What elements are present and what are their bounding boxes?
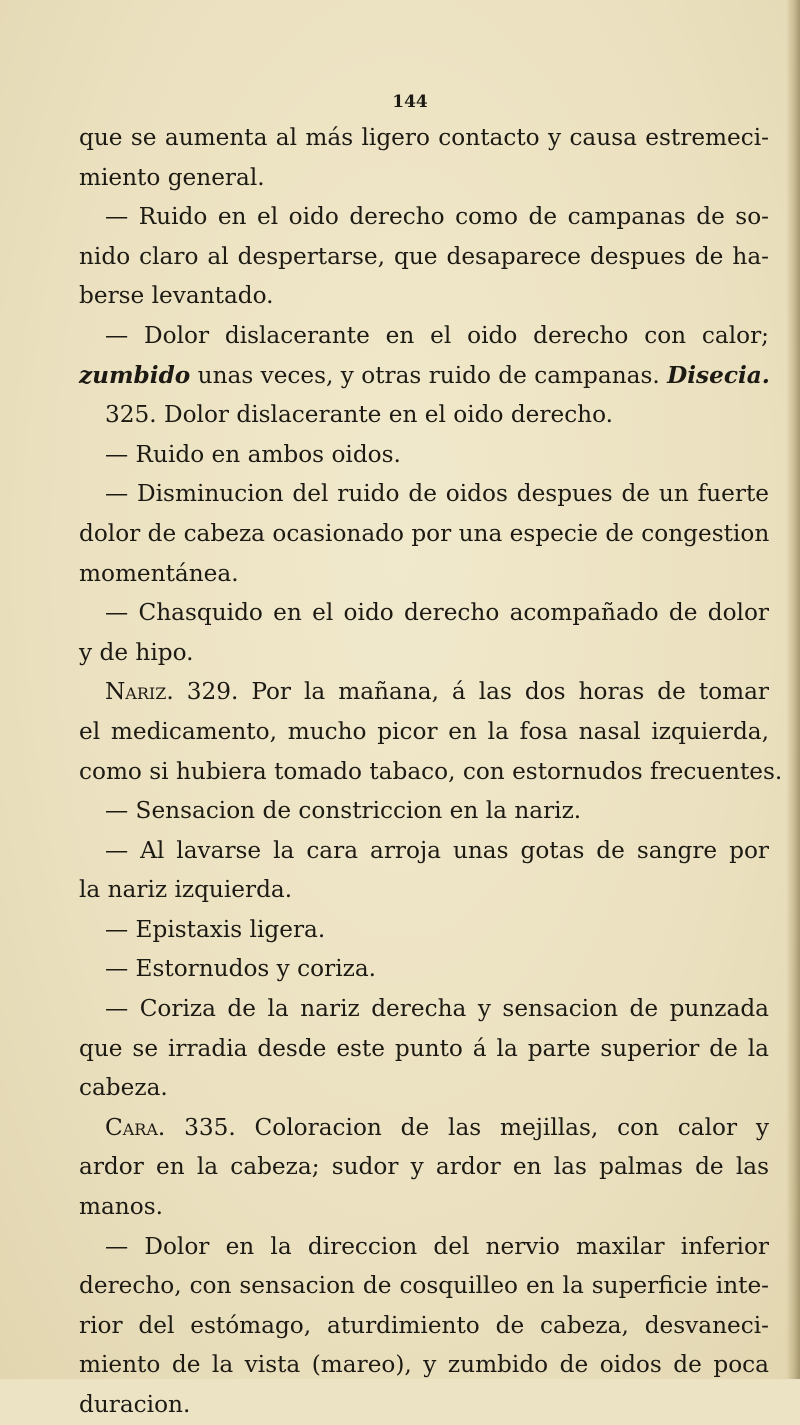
page-number: 144 — [392, 92, 428, 112]
text-line: la nariz izquierda. — [79, 876, 293, 904]
text-line: — Chasquido en el oido derecho acompañado de dolor — [105, 599, 769, 627]
text-line: — Sensacion de constriccion en la nariz. — [105, 797, 582, 825]
text-line: que se irradia desde este punto á la parte superior de la — [79, 1034, 769, 1062]
text-line: — Disminucion del ruido de oidos despues de un fuerte — [105, 480, 769, 508]
text-fragment: 329. Por la mañana, á las dos horas de tomar — [173, 678, 769, 706]
text-line — [79, 356, 769, 396]
text-line: cabeza. — [79, 1074, 168, 1102]
text-line — [79, 672, 769, 712]
text-line: nido claro al despertarse, que desaparece despues de ha- — [79, 242, 769, 270]
section-heading: Cara. — [105, 1113, 166, 1141]
text-line: — Dolor en la direccion del nervio maxilar inferior — [105, 1232, 769, 1260]
text-line: — Al lavarse la cara arroja unas gotas de sangre por — [105, 836, 769, 864]
text-line: y de hipo. — [79, 638, 194, 666]
section-heading: Nariz. — [105, 678, 174, 706]
text-line: miento general. — [79, 163, 265, 191]
text-line: ardor en la cabeza; sudor y ardor en las palmas de las — [79, 1153, 769, 1181]
text-line: — Coriza de la nariz derecha y sensacion de punzada — [105, 995, 769, 1023]
text-line: — Estornudos y coriza. — [105, 955, 377, 983]
text-fragment: 335. Coloracion de las mejillas, con calor y — [165, 1113, 769, 1141]
italic-term: Disecia. — [667, 361, 770, 389]
text-line: berse levantado. — [79, 282, 274, 310]
text-line: miento de la vista (mareo), y zumbido de oidos de poca — [79, 1351, 769, 1379]
text-line: — Ruido en ambos oidos. — [105, 440, 401, 468]
text-line: — Ruido en el oido derecho como de campanas de so- — [105, 203, 769, 231]
text-line: momentánea. — [79, 559, 239, 587]
text-line — [79, 1108, 769, 1148]
text-line: rior del estómago, aturdimiento de cabeza, desvaneci- — [79, 1311, 769, 1339]
text-line: duracion. — [79, 1391, 191, 1418]
text-line: que se aumenta al más ligero contacto y causa estremeci- — [79, 124, 769, 151]
italic-term: zumbido — [79, 361, 191, 389]
body-text — [79, 118, 783, 1425]
text-line: — Dolor dislacerante en el oido derecho con calor; — [105, 321, 769, 349]
text-line: el medicamento, mucho picor en la fosa nasal izquierda, — [79, 717, 769, 745]
text-line: derecho, con sensacion de cosquilleo en la superficie inte- — [79, 1272, 769, 1300]
text-fragment: unas veces, y otras ruido de campanas. — [190, 361, 668, 389]
text-line: dolor de cabeza ocasionado por una especie de congestion — [79, 519, 770, 547]
text-line: 325. Dolor dislacerante en el oido derecho. — [105, 401, 614, 429]
text-line: como si hubiera tomado tabaco, con estornudos frecuentes. — [79, 757, 783, 785]
text-line: manos. — [79, 1193, 163, 1221]
text-line: — Epistaxis ligera. — [105, 915, 326, 943]
page-edge-shadow — [786, 0, 800, 1379]
